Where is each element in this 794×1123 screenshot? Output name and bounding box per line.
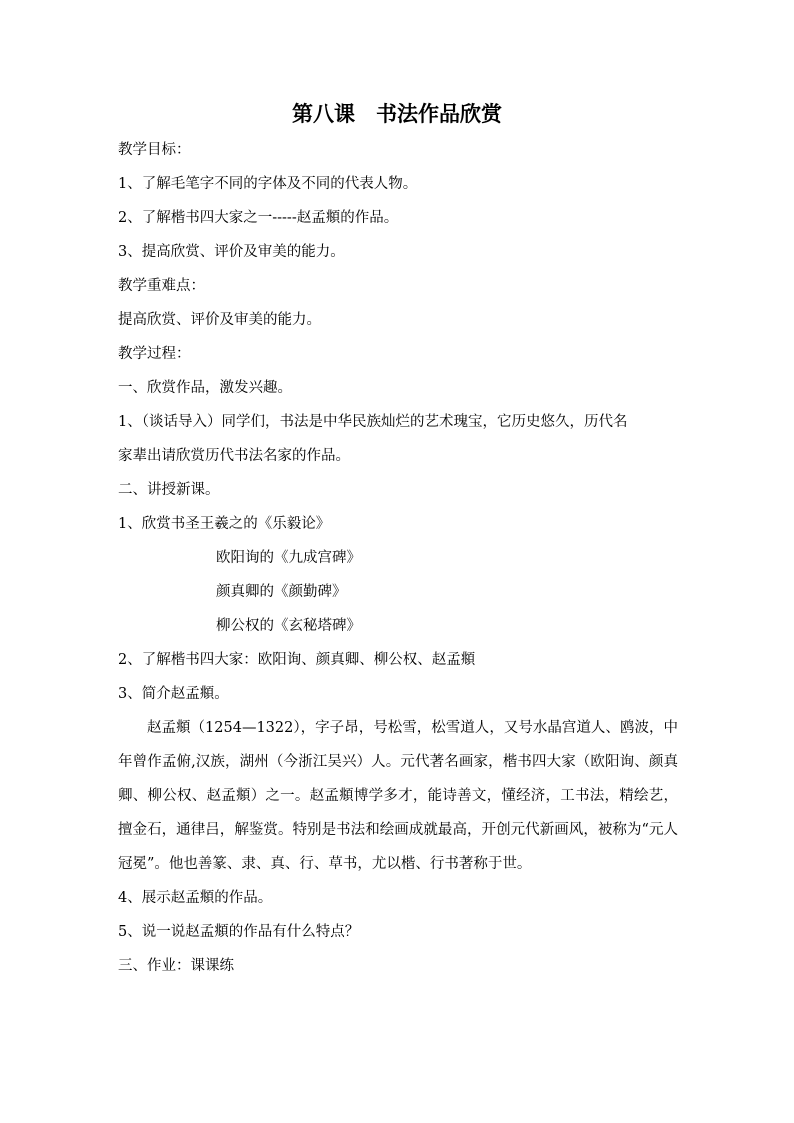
section-heading: 一、欣赏作品，激发兴趣。 (118, 380, 292, 396)
bio-heading: 3、简介赵孟頫。 (118, 686, 229, 702)
difficulty-heading: 教学重难点： (118, 278, 205, 294)
intro-text-line: 1、（谈话导入）同学们，书法是中华民族灿烂的艺术瑰宝，它历史悠久，历代名 (118, 414, 628, 430)
homework-item: 三、作业：课课练 (118, 958, 234, 974)
intro-text-line: 家辈出请欣赏历代书法名家的作品。 (118, 448, 350, 464)
process-heading: 教学过程： (118, 346, 191, 362)
goal-item: 2、了解楷书四大家之一-----赵孟頫的作品。 (118, 210, 399, 226)
lesson-title: 第八课 书法作品欣赏 (292, 101, 502, 126)
appreciate-item: 颜真卿的《颜勤碑》 (216, 584, 347, 600)
appreciate-item: 欧阳询的《九成宫碑》 (216, 550, 361, 566)
appreciate-item: 柳公权的《玄秘塔碑》 (216, 618, 361, 634)
lesson-content (118, 140, 678, 990)
show-works-item: 4、展示赵孟頫的作品。 (118, 890, 273, 906)
appreciate-item: 1、欣赏书圣王羲之的《乐毅论》 (118, 516, 331, 532)
difficulty-text: 提高欣赏、评价及审美的能力。 (118, 312, 321, 328)
goals-heading: 教学目标： (118, 142, 191, 158)
bio-paragraph: 赵孟頫（1254—1322），字子昂，号松雪，松雪道人，又号水晶宫道人、鸥波，中年曾作孟俯,汉族，湖州（今浙江吴兴）人。元代著名画家，楷书四大家（欧阳询、颜真卿、柳公权、赵孟頫）之一。赵孟頫博学多才，能诗善文，懂经济，工书法，精绘艺，擅金石，通律吕，解鉴赏。特别是书法和绘画成就最高，开创元代新画风，被称为“元人冠冕”。他也善篆、隶、真、行、草书，尤以楷、行书著称于世。 (118, 720, 678, 872)
section-heading: 二、讲授新课。 (118, 482, 220, 498)
discuss-item: 5、说一说赵孟頫的作品有什么特点？ (118, 924, 360, 940)
four-masters-item: 2、了解楷书四大家：欧阳询、颜真卿、柳公权、赵孟頫 (118, 652, 476, 668)
goal-item: 1、了解毛笔字不同的字体及不同的代表人物。 (118, 176, 418, 192)
goal-item: 3、提高欣赏、评价及审美的能力。 (118, 244, 345, 260)
